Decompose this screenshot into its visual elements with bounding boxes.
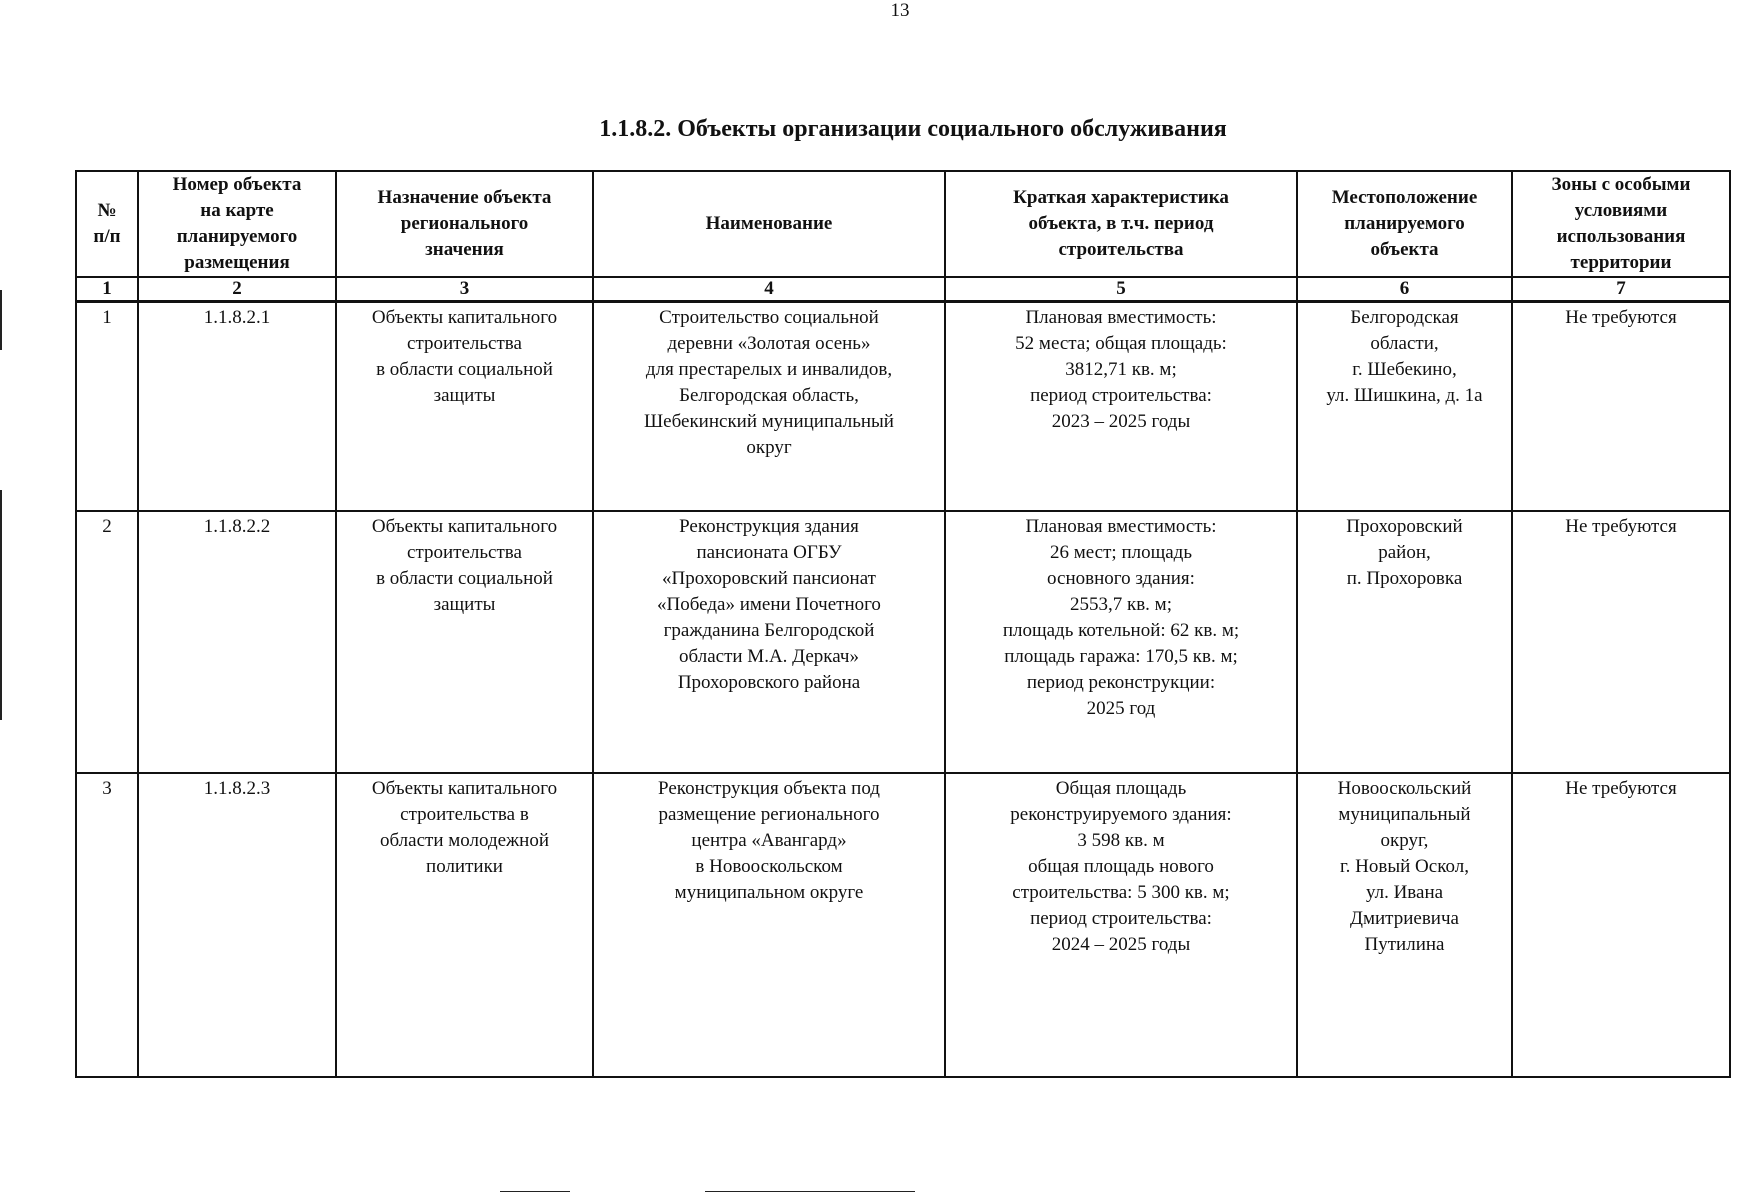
text-line: Общая площадь xyxy=(1055,778,1187,799)
text-line: ул. Ивана xyxy=(1365,882,1444,903)
text-line: Дмитриевича xyxy=(1350,908,1459,929)
text-line: 2024 – 2025 годы xyxy=(1051,934,1191,955)
text-line: Объекты капитального xyxy=(371,516,558,537)
characteristics-cell xyxy=(945,302,1297,512)
text-line: «Прохоровский пансионат xyxy=(662,568,876,589)
text-line: 3812,71 кв. м; xyxy=(1065,359,1177,380)
text-line: строительства xyxy=(407,542,522,563)
text-line: области М.А. Деркач» xyxy=(679,646,859,667)
text-line: Шебекинский муниципальный xyxy=(644,411,894,432)
zones-cell: Не требуются xyxy=(1512,511,1730,773)
name-cell xyxy=(593,511,945,773)
table-row xyxy=(76,773,1730,1077)
text-line: строительства xyxy=(407,333,522,354)
text-line: Белгородская xyxy=(1350,307,1459,328)
location-cell xyxy=(1297,773,1512,1077)
text-line: на карте xyxy=(200,200,274,221)
text-line: размещения xyxy=(184,252,290,273)
text-line: пансионата ОГБУ xyxy=(696,542,842,563)
column-header-purpose xyxy=(336,171,593,277)
text-line: муниципальный xyxy=(1338,804,1471,825)
header-row xyxy=(76,171,1730,277)
text-line: 2553,7 кв. м; xyxy=(1069,594,1172,615)
map-number-cell: 1.1.8.2.2 xyxy=(138,511,336,773)
location-cell xyxy=(1297,302,1512,512)
text-line: основного здания: xyxy=(1047,568,1195,589)
text-line: 3 598 кв. м xyxy=(1077,830,1165,851)
text-line: значения xyxy=(425,239,504,260)
text-line: Зоны с особыми xyxy=(1551,174,1691,195)
text-line: использования xyxy=(1556,226,1686,247)
row-number-cell: 2 xyxy=(76,511,138,773)
text-line: г. Новый Оскол, xyxy=(1340,856,1469,877)
text-line: 26 мест; площадь xyxy=(1050,542,1192,563)
text-line: в Новооскольском xyxy=(695,856,843,877)
text-line: Белгородская область, xyxy=(679,385,859,406)
table-row xyxy=(76,511,1730,773)
text-line: в области социальной xyxy=(376,359,553,380)
text-line: реконструируемого здания: xyxy=(1010,804,1232,825)
column-header-name xyxy=(593,171,945,277)
column-number: 5 xyxy=(945,277,1297,302)
text-line: общая площадь нового xyxy=(1028,856,1214,877)
text-line: планируемого xyxy=(176,226,298,247)
text-line: «Победа» имени Почетного xyxy=(657,594,881,615)
text-line: период строительства: xyxy=(1030,908,1212,929)
zones-cell: Не требуются xyxy=(1512,302,1730,512)
text-line: регионального xyxy=(400,213,529,234)
text-line: центра «Авангард» xyxy=(691,830,847,851)
text-line: Реконструкция объекта под xyxy=(658,778,880,799)
location-cell xyxy=(1297,511,1512,773)
text-line: гражданина Белгородской xyxy=(663,620,875,641)
text-line: Прохоровского района xyxy=(677,672,861,693)
column-number: 1 xyxy=(76,277,138,302)
column-header-zones xyxy=(1512,171,1730,277)
text-line: 52 места; общая площадь: xyxy=(1015,333,1227,354)
page-title: 1.1.8.2. Объекты организации социального обслуживания xyxy=(599,116,1227,142)
text-line: строительства в xyxy=(400,804,529,825)
text-line: в области социальной xyxy=(376,568,553,589)
text-line: объекта xyxy=(1370,239,1439,260)
text-line: Местоположение xyxy=(1331,187,1478,208)
text-line: Объекты капитального xyxy=(371,778,558,799)
map-number-cell: 1.1.8.2.3 xyxy=(138,773,336,1077)
text-line: № xyxy=(97,200,117,221)
name-cell xyxy=(593,773,945,1077)
text-line: Новооскольский xyxy=(1337,778,1472,799)
text-line: Плановая вместимость: xyxy=(1025,307,1217,328)
text-line: области молодежной xyxy=(379,830,550,851)
text-line: Путилина xyxy=(1364,934,1445,955)
text-line: район, xyxy=(1378,542,1431,563)
table-row xyxy=(76,302,1730,512)
column-number: 3 xyxy=(336,277,593,302)
text-line: площадь котельной: 62 кв. м; xyxy=(1002,620,1240,641)
text-line: для престарелых и инвалидов, xyxy=(645,359,893,380)
column-number: 2 xyxy=(138,277,336,302)
purpose-cell xyxy=(336,511,593,773)
text-line: строительства: 5 300 кв. м; xyxy=(1012,882,1230,903)
text-line: Строительство социальной xyxy=(659,307,879,328)
text-line: г. Шебекино, xyxy=(1352,359,1457,380)
column-number: 4 xyxy=(593,277,945,302)
column-number: 7 xyxy=(1512,277,1730,302)
text-line: Наименование xyxy=(705,213,833,234)
column-number: 6 xyxy=(1297,277,1512,302)
text-line: округ xyxy=(746,437,792,458)
purpose-cell xyxy=(336,773,593,1077)
characteristics-cell xyxy=(945,511,1297,773)
text-line: площадь гаража: 170,5 кв. м; xyxy=(1004,646,1238,667)
column-header-map-number xyxy=(138,171,336,277)
column-number-row xyxy=(76,277,1730,302)
text-line: размещение регионального xyxy=(658,804,880,825)
column-header-characteristics xyxy=(945,171,1297,277)
text-line: планируемого xyxy=(1344,213,1465,234)
scan-artifact-line xyxy=(705,1191,915,1192)
text-line: условиями xyxy=(1574,200,1668,221)
text-line: муниципальном округе xyxy=(674,882,864,903)
text-line: Назначение объекта xyxy=(377,187,552,208)
row-number-cell: 3 xyxy=(76,773,138,1077)
column-header-location xyxy=(1297,171,1512,277)
text-line: защиты xyxy=(433,594,496,615)
text-line: строительства xyxy=(1058,239,1184,260)
page-number: 13 xyxy=(890,0,910,21)
scan-artifact-line xyxy=(500,1191,570,1192)
text-line: территории xyxy=(1570,252,1672,273)
text-line: объекта, в т.ч. период xyxy=(1028,213,1214,234)
text-line: Плановая вместимость: xyxy=(1025,516,1217,537)
zones-cell: Не требуются xyxy=(1512,773,1730,1077)
text-line: период строительства: xyxy=(1030,385,1212,406)
text-line: п. Прохоровка xyxy=(1346,568,1463,589)
text-line: защиты xyxy=(433,385,496,406)
text-line: деревни «Золотая осень» xyxy=(667,333,871,354)
text-line: округ, xyxy=(1380,830,1429,851)
text-line: Краткая характеристика xyxy=(1013,187,1229,208)
purpose-cell xyxy=(336,302,593,512)
scan-artifact-line xyxy=(0,290,2,350)
text-line: Реконструкция здания xyxy=(679,516,859,537)
characteristics-cell xyxy=(945,773,1297,1077)
text-line: ул. Шишкина, д. 1а xyxy=(1326,385,1483,406)
map-number-cell: 1.1.8.2.1 xyxy=(138,302,336,512)
text-line: области, xyxy=(1370,333,1439,354)
name-cell xyxy=(593,302,945,512)
text-line: Прохоровский xyxy=(1346,516,1463,537)
text-line: 2023 – 2025 годы xyxy=(1051,411,1191,432)
column-header-number xyxy=(76,171,138,277)
text-line: 2025 год xyxy=(1086,698,1156,719)
text-line: Номер объекта xyxy=(172,174,302,195)
text-line: Объекты капитального xyxy=(371,307,558,328)
text-line: политики xyxy=(426,856,503,877)
scan-artifact-line xyxy=(0,490,2,720)
objects-table xyxy=(75,170,1731,1078)
text-line: период реконструкции: xyxy=(1026,672,1216,693)
text-line: п/п xyxy=(93,226,121,247)
row-number-cell: 1 xyxy=(76,302,138,512)
